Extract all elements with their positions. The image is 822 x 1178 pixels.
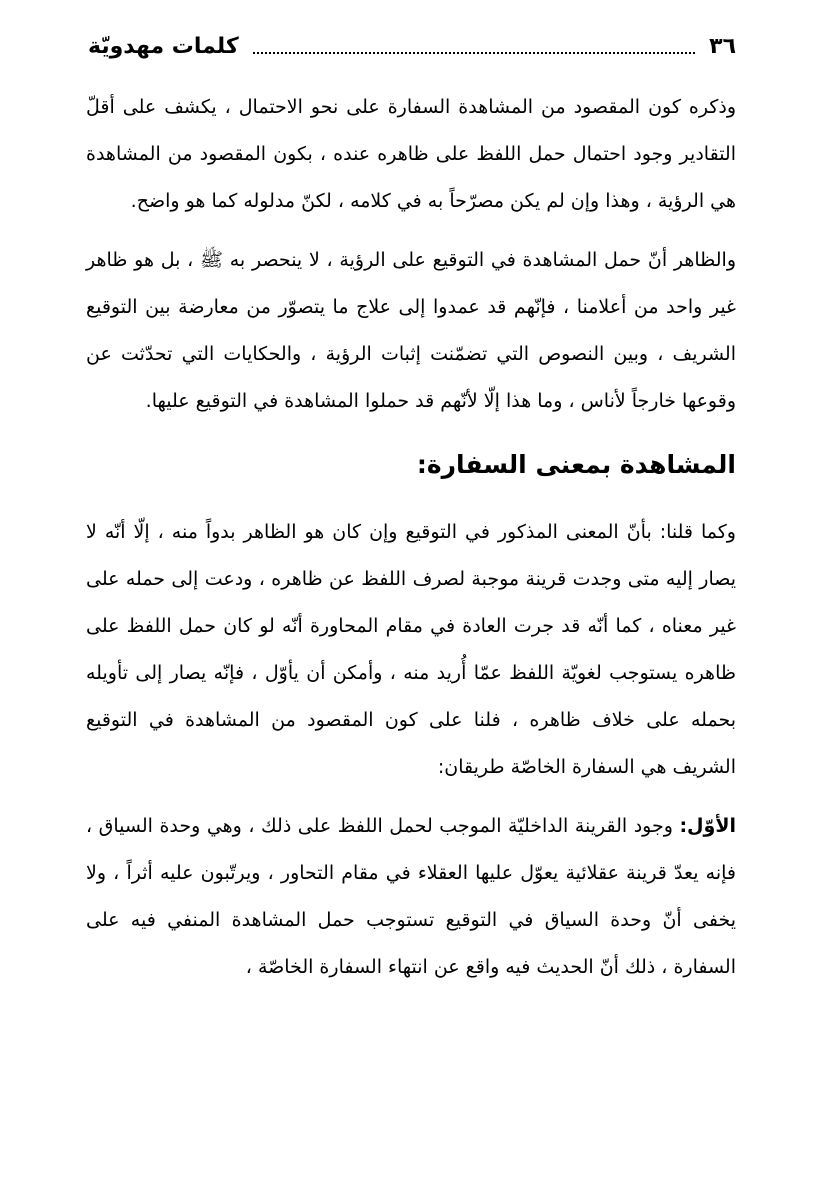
header-dotted-leader: [253, 38, 695, 54]
page-number: ٣٦: [709, 33, 736, 59]
paragraph-4: [86, 803, 736, 991]
paragraph-1: وذكره كون المقصود من المشاهدة السفارة على نحو الاحتمال ، يكشف على أقلّ التقادير وجود احتمال حمل اللفظ على ظاهره عنده ، بكون المقصود من المشاهدة هي الرؤية ، وهذا وإن لم يكن مصرّحاً به في كلامه ، لكنّ مدلوله كما هو واضح.: [86, 96, 736, 212]
page-body: [86, 84, 736, 991]
section-heading: المشاهدة بمعنى السفارة:: [416, 450, 736, 479]
running-title: كلمات مهدويّة: [88, 33, 239, 59]
paragraph-4-text: وجود القرينة الداخليّة الموجب لحمل اللفظ على ذلك ، وهي وحدة السياق ، فإنه يعدّ قرينة عقلائية يعوّل عليها العقلاء في مقام التحاور ، ويرتّبون عليه أثراً ، ولا يخفى أنّ وحدة السياق في التوقيع تستوجب حمل المشاهدة المنفي فيه على السفارة ، ذلك أنّ الحديث فيه واقع عن انتهاء السفارة الخاصّة ،: [86, 815, 736, 978]
paragraph-2: والظاهر أنّ حمل المشاهدة في التوقيع على الرؤية ، لا ينحصر به ﷺ ، بل هو ظاهر غير واحد من أعلامنا ، فإنّهم قد عمدوا إلى علاج ما يتصوّر من معارضة بين التوقيع الشريف ، وبين النصوص التي تضمّنت إثبات الرؤية ، والحكايات التي تحدّثت عن وقوعها خارجاً لأناس ، وما هذا إلّا لأنّهم قد حملوا المشاهدة في التوقيع عليها.: [86, 249, 736, 412]
paragraph-4-lead: الأوّل:: [679, 815, 737, 837]
page-header: [88, 26, 736, 66]
paragraph-3: وكما قلنا: بأنّ المعنى المذكور في التوقيع وإن كان هو الظاهر بدواً منه ، إلّا أنّه لا يصار إليه متى وجدت قرينة موجبة لصرف اللفظ عن ظاهره ، ودعت إلى حمله على غير معناه ، كما أنّه قد جرت العادة في مقام المحاورة أنّه لو كان حمل اللفظ على ظاهره يستوجب لغويّة اللفظ عمّا أُريد منه ، وأمكن أن يأوّل ، فإنّه يصار إلى تأويله بحمله على خلاف ظاهره ، فلنا على كون المقصود من المشاهدة في التوقيع الشريف هي السفارة الخاصّة طريقان:: [86, 521, 736, 778]
